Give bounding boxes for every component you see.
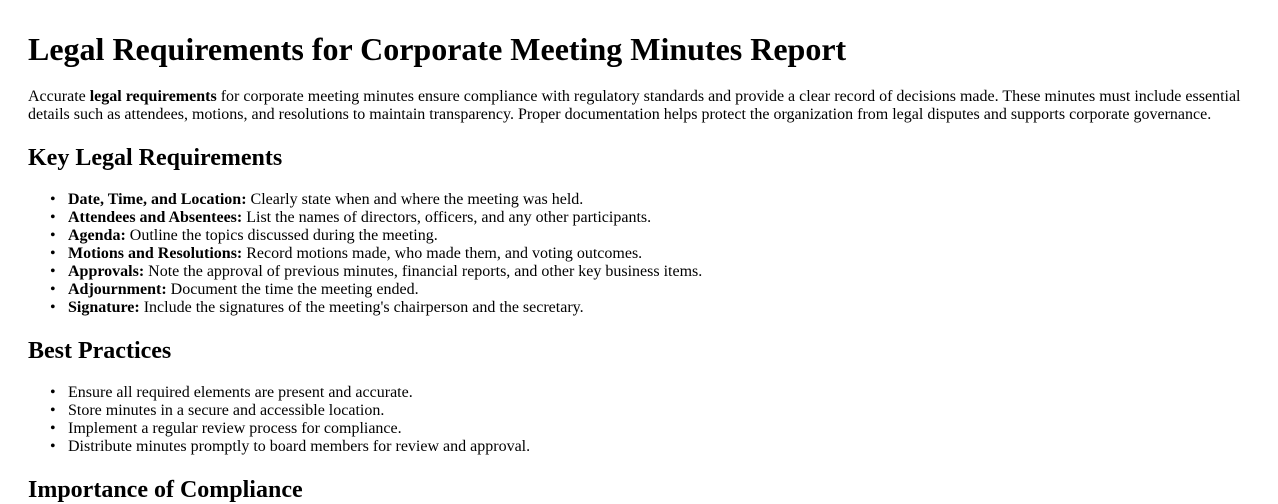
item-label: Signature: xyxy=(68,299,140,316)
list-item xyxy=(50,281,1258,299)
bullet-icon: • xyxy=(50,384,56,401)
page-title: Legal Requirements for Corporate Meeting Minutes Report xyxy=(28,31,847,67)
bullet-icon: • xyxy=(50,402,56,419)
bullet-icon: • xyxy=(50,227,56,244)
item-label: Approvals: xyxy=(68,263,145,280)
item-text: Ensure all required elements are present and accurate. xyxy=(68,384,413,401)
intro-prefix: Accurate xyxy=(28,88,90,105)
item-text: Implement a regular review process for compliance. xyxy=(68,420,402,437)
item-text: Include the signatures of the meeting's chairperson and the secretary. xyxy=(139,299,584,316)
item-label: Attendees and Absentees: xyxy=(68,209,243,226)
item-text: Record motions made, who made them, and voting outcomes. xyxy=(242,245,643,262)
best-practices-list xyxy=(28,384,1258,456)
item-text: Store minutes in a secure and accessible location. xyxy=(68,402,385,419)
list-item xyxy=(50,402,1258,420)
bullet-icon: • xyxy=(50,245,56,262)
key-requirements-list xyxy=(28,191,1258,317)
list-item xyxy=(50,438,1258,456)
list-item xyxy=(50,227,1258,245)
item-text: Outline the topics discussed during the meeting. xyxy=(125,227,438,244)
item-label: Date, Time, and Location: xyxy=(68,191,247,208)
intro-bold-term: legal requirements xyxy=(89,88,217,105)
bullet-icon: • xyxy=(50,191,56,208)
section-heading-key-legal-requirements: Key Legal Requirements xyxy=(28,145,283,171)
bullet-icon: • xyxy=(50,420,56,437)
item-text: Clearly state when and where the meeting was held. xyxy=(246,191,584,208)
bullet-icon: • xyxy=(50,209,56,226)
item-text: Note the approval of previous minutes, financial reports, and other key business items. xyxy=(144,263,703,280)
bullet-icon: • xyxy=(50,438,56,455)
bullet-icon: • xyxy=(50,281,56,298)
item-text: List the names of directors, officers, and any other participants. xyxy=(242,209,652,226)
item-text: Distribute minutes promptly to board members for review and approval. xyxy=(68,438,531,455)
item-label: Motions and Resolutions: xyxy=(68,245,243,262)
intro-paragraph xyxy=(28,88,1258,124)
list-item xyxy=(50,384,1258,402)
list-item xyxy=(50,263,1258,281)
item-label: Agenda: xyxy=(68,227,126,244)
section-heading-best-practices: Best Practices xyxy=(28,338,172,364)
section-heading-importance-of-compliance: Importance of Compliance xyxy=(28,477,303,503)
list-item xyxy=(50,209,1258,227)
document-page xyxy=(0,31,1278,504)
list-item xyxy=(50,245,1258,263)
item-text: Document the time the meeting ended. xyxy=(166,281,419,298)
bullet-icon: • xyxy=(50,299,56,316)
bullet-icon: • xyxy=(50,263,56,280)
item-label: Adjournment: xyxy=(68,281,167,298)
list-item xyxy=(50,299,1258,317)
intro-suffix: for corporate meeting minutes ensure compliance with regulatory standards and provide a clear record of decisions made. These minutes must include essential details such as attendees, motions, and resolutions to maintain transparency. Proper documentation helps protect the organization from legal disputes and supports corporate governance. xyxy=(28,88,1241,123)
list-item xyxy=(50,420,1258,438)
list-item xyxy=(50,191,1258,209)
